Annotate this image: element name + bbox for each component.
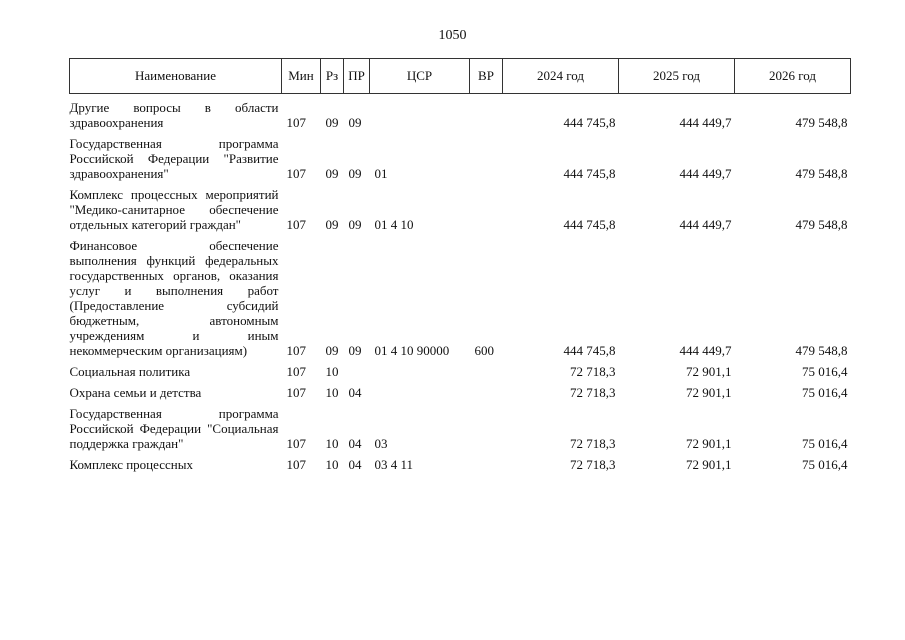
cell-vr — [470, 94, 503, 131]
cell-min: 107 — [286, 457, 306, 472]
cell-vr — [470, 130, 503, 181]
cell-min: 107 — [286, 166, 306, 181]
cell-vr: 600 — [474, 343, 494, 358]
cell-min: 107 — [286, 364, 306, 379]
cell-2026: 479 548,8 — [795, 343, 848, 358]
cell-csr — [370, 94, 470, 131]
page-number: 1050 — [438, 28, 467, 43]
cell-vr — [470, 379, 503, 400]
cell-2026: 479 548,8 — [795, 217, 848, 232]
cell-rz: 10 — [325, 457, 339, 472]
cell-rz: 10 — [325, 385, 339, 400]
cell-2025: 72 901,1 — [686, 385, 732, 400]
header-2025: 2025 год — [619, 59, 735, 94]
cell-2026: 479 548,8 — [795, 115, 848, 130]
cell-min: 107 — [286, 385, 306, 400]
table-row — [70, 358, 851, 379]
table-row — [70, 94, 851, 131]
header-name: Наименование — [70, 59, 282, 94]
header-csr: ЦСР — [370, 59, 470, 94]
cell-min: 107 — [286, 343, 306, 358]
cell-csr — [370, 379, 470, 400]
cell-2025: 444 449,7 — [679, 343, 732, 358]
cell-rz: 09 — [325, 166, 339, 181]
cell-csr: 03 — [374, 436, 388, 451]
cell-2024: 444 745,8 — [563, 166, 616, 181]
cell-2024: 444 745,8 — [563, 217, 616, 232]
table-row — [70, 400, 851, 451]
cell-rz: 09 — [325, 115, 339, 130]
cell-csr: 01 4 10 — [374, 217, 414, 232]
cell-min: 107 — [286, 115, 306, 130]
cell-rz: 10 — [325, 364, 339, 379]
cell-min: 107 — [286, 436, 306, 451]
header-2026: 2026 год — [735, 59, 851, 94]
cell-2024: 72 718,3 — [570, 385, 616, 400]
table-row — [70, 451, 851, 472]
cell-rz: 09 — [325, 343, 339, 358]
cell-2024: 444 745,8 — [563, 343, 616, 358]
cell-pr: 09 — [348, 166, 362, 181]
budget-table — [69, 58, 851, 472]
header-min: Мин — [282, 59, 321, 94]
cell-rz: 09 — [325, 217, 339, 232]
cell-2024: 444 745,8 — [563, 115, 616, 130]
cell-2026: 75 016,4 — [802, 364, 848, 379]
table-row — [70, 181, 851, 232]
table-header-row — [70, 59, 851, 94]
header-rz: Рз — [321, 59, 344, 94]
cell-pr: 09 — [348, 343, 362, 358]
cell-pr: 04 — [348, 457, 362, 472]
cell-2025: 72 901,1 — [686, 364, 732, 379]
cell-min: 107 — [286, 217, 306, 232]
cell-pr: 04 — [348, 436, 362, 451]
cell-vr — [470, 451, 503, 472]
cell-name: Другие вопросы в области здравоохранения — [69, 100, 279, 130]
cell-2025: 444 449,7 — [679, 166, 732, 181]
cell-2026: 479 548,8 — [795, 166, 848, 181]
cell-pr — [344, 358, 370, 379]
cell-2024: 72 718,3 — [570, 436, 616, 451]
cell-name: Комплекс процессных мероприятий "Медико-санитарное обеспечение отдельных категорий граждан" — [69, 187, 279, 232]
cell-name: Государственная программа Российской Федерации "Развитие здравоохранения" — [69, 136, 279, 181]
cell-pr: 09 — [348, 115, 362, 130]
cell-vr — [470, 400, 503, 451]
cell-2025: 72 901,1 — [686, 457, 732, 472]
cell-vr — [470, 181, 503, 232]
cell-pr: 04 — [348, 385, 362, 400]
header-2024: 2024 год — [503, 59, 619, 94]
cell-csr: 01 4 10 90000 — [374, 343, 450, 358]
cell-2025: 444 449,7 — [679, 115, 732, 130]
header-pr: ПР — [344, 59, 370, 94]
header-vr: ВР — [470, 59, 503, 94]
cell-csr: 01 — [374, 166, 388, 181]
cell-name: Государственная программа Российской Федерации "Социальная поддержка граждан" — [69, 406, 279, 451]
cell-2026: 75 016,4 — [802, 436, 848, 451]
cell-2025: 72 901,1 — [686, 436, 732, 451]
cell-2026: 75 016,4 — [802, 457, 848, 472]
table-row — [70, 130, 851, 181]
cell-2024: 72 718,3 — [570, 457, 616, 472]
cell-name: Охрана семьи и детства — [69, 385, 202, 400]
table-row — [70, 379, 851, 400]
cell-pr: 09 — [348, 217, 362, 232]
cell-csr — [370, 358, 470, 379]
cell-csr: 03 4 11 — [374, 457, 414, 472]
cell-rz: 10 — [325, 436, 339, 451]
cell-name: Комплекс процессных — [69, 457, 193, 472]
cell-name: Социальная политика — [69, 364, 191, 379]
cell-2025: 444 449,7 — [679, 217, 732, 232]
cell-name: Финансовое обеспечение выполнения функций федеральных государственных органов, оказания услуг и выполнения работ (Предоставление субсидий бюджетным, автономным учреждениям и иным некоммерческим организациям) — [69, 238, 279, 358]
table-body — [70, 94, 851, 473]
cell-vr — [470, 358, 503, 379]
table-row — [70, 232, 851, 358]
cell-2024: 72 718,3 — [570, 364, 616, 379]
cell-2026: 75 016,4 — [802, 385, 848, 400]
